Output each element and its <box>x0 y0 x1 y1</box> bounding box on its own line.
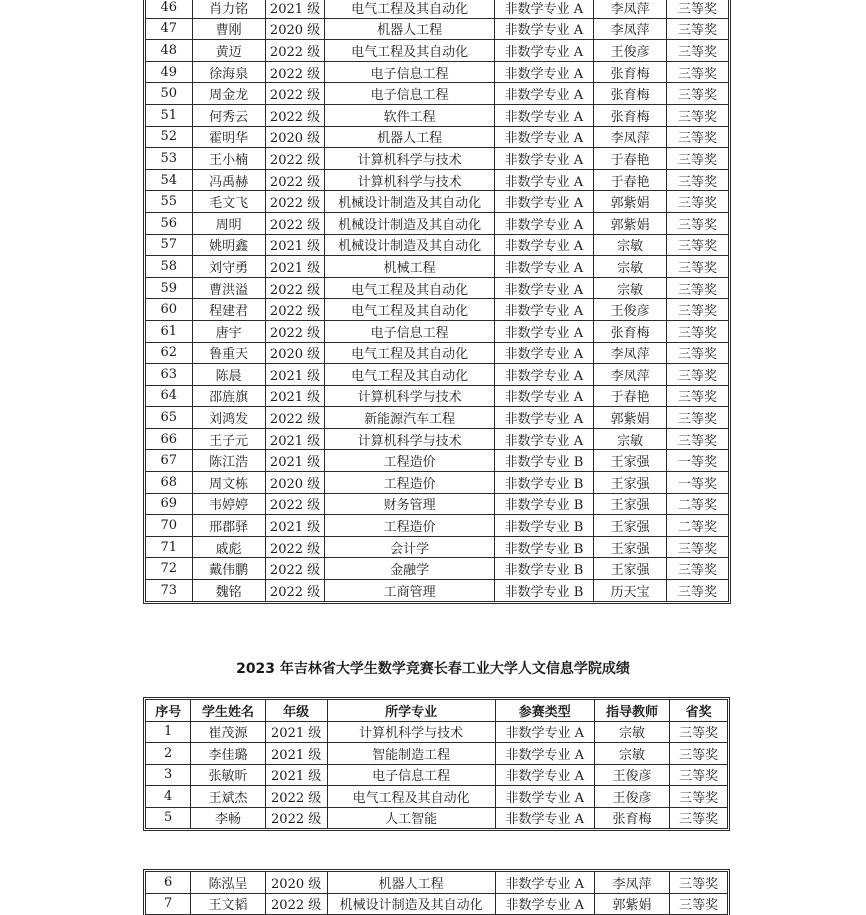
cell-index: 66 <box>146 428 193 450</box>
cell-advisor: 李凤萍 <box>594 126 667 148</box>
cell-category: 非数学专业 A <box>495 786 594 808</box>
cell-student-name: 戚彪 <box>192 536 265 558</box>
cell-major: 机械设计制造及其自动化 <box>327 893 495 915</box>
cell-major: 电气工程及其自动化 <box>327 786 495 808</box>
cell-category: 非数学专业 A <box>495 807 594 829</box>
cell-grade: 2022 级 <box>265 320 325 342</box>
table-row <box>146 428 729 450</box>
cell-index: 59 <box>146 277 193 299</box>
cell-grade: 2021 级 <box>265 764 327 786</box>
table-row <box>146 126 729 148</box>
cell-advisor: 张育梅 <box>594 83 667 105</box>
cell-student-name: 霍明华 <box>192 126 265 148</box>
cell-index: 64 <box>146 385 193 407</box>
cell-student-name: 何秀云 <box>192 104 265 126</box>
cell-category: 非数学专业 B <box>494 450 593 472</box>
cell-award: 三等奖 <box>667 385 729 407</box>
cell-advisor: 张育梅 <box>594 320 667 342</box>
cell-grade: 2022 级 <box>265 893 327 915</box>
cell-index: 72 <box>146 558 193 580</box>
cell-index: 46 <box>146 0 193 18</box>
col-header-index: 序号 <box>146 700 191 722</box>
cell-student-name: 崔茂源 <box>191 721 265 743</box>
cell-advisor: 宗敏 <box>594 256 667 278</box>
cell-category: 非数学专业 A <box>495 764 594 786</box>
cell-award: 二等奖 <box>667 493 729 515</box>
cell-category: 非数学专业 A <box>494 40 593 62</box>
cell-major: 智能制造工程 <box>327 743 495 765</box>
cell-award: 三等奖 <box>667 18 729 40</box>
cell-grade: 2022 级 <box>265 83 325 105</box>
cell-index: 49 <box>146 61 193 83</box>
cell-category: 非数学专业 A <box>494 169 593 191</box>
cell-student-name: 王文韬 <box>191 893 265 915</box>
cell-major: 金融学 <box>325 558 494 580</box>
cell-index: 60 <box>146 299 193 321</box>
cell-grade: 2022 级 <box>265 299 325 321</box>
cell-grade: 2022 级 <box>265 558 325 580</box>
cell-index: 71 <box>146 536 193 558</box>
cell-advisor: 王家强 <box>594 493 667 515</box>
cell-student-name: 王斌杰 <box>191 786 265 808</box>
cell-index: 4 <box>146 786 191 808</box>
cell-student-name: 韦婷婷 <box>192 493 265 515</box>
cell-award: 三等奖 <box>667 407 729 429</box>
cell-advisor: 宗敏 <box>594 428 667 450</box>
cell-index: 52 <box>146 126 193 148</box>
cell-category: 非数学专业 A <box>494 61 593 83</box>
cell-award: 三等奖 <box>667 169 729 191</box>
cell-student-name: 戴伟鹏 <box>192 558 265 580</box>
cell-index: 2 <box>146 743 191 765</box>
cell-advisor: 张育梅 <box>594 61 667 83</box>
cell-award: 三等奖 <box>667 536 729 558</box>
cell-advisor: 王家强 <box>594 515 667 537</box>
cell-category: 非数学专业 A <box>494 277 593 299</box>
cell-major: 财务管理 <box>325 493 494 515</box>
cell-award: 三等奖 <box>667 126 729 148</box>
cell-category: 非数学专业 A <box>494 428 593 450</box>
cell-award: 三等奖 <box>670 764 728 786</box>
cell-index: 51 <box>146 104 193 126</box>
cell-student-name: 鲁重天 <box>192 342 265 364</box>
table-row <box>146 536 729 558</box>
cell-major: 机器人工程 <box>325 18 494 40</box>
cell-index: 61 <box>146 320 193 342</box>
cell-advisor: 李凤萍 <box>594 18 667 40</box>
cell-index: 48 <box>146 40 193 62</box>
cell-grade: 2021 级 <box>265 234 325 256</box>
table-row <box>146 558 729 580</box>
cell-category: 非数学专业 A <box>494 18 593 40</box>
cell-index: 56 <box>146 212 193 234</box>
cell-index: 54 <box>146 169 193 191</box>
cell-student-name: 曹刚 <box>192 18 265 40</box>
cell-major: 机器人工程 <box>327 872 495 894</box>
cell-major: 软件工程 <box>325 104 494 126</box>
cell-award: 三等奖 <box>670 872 728 894</box>
table-row <box>146 893 728 915</box>
cell-advisor: 宗敏 <box>594 234 667 256</box>
cell-award: 三等奖 <box>667 148 729 170</box>
cell-major: 电气工程及其自动化 <box>325 0 494 18</box>
cell-grade: 2020 级 <box>265 18 325 40</box>
cell-student-name: 曹洪溢 <box>192 277 265 299</box>
cell-grade: 2022 级 <box>265 807 327 829</box>
results-table-humanities-college-continued <box>145 871 728 915</box>
cell-index: 67 <box>146 450 193 472</box>
cell-index: 70 <box>146 515 193 537</box>
table-row <box>146 61 729 83</box>
table-row <box>146 342 729 364</box>
table-row <box>146 721 728 743</box>
cell-index: 68 <box>146 472 193 494</box>
cell-award: 三等奖 <box>667 580 729 602</box>
cell-award: 一等奖 <box>667 450 729 472</box>
cell-student-name: 陈江浩 <box>192 450 265 472</box>
cell-advisor: 于春艳 <box>594 148 667 170</box>
cell-award: 三等奖 <box>667 428 729 450</box>
cell-grade: 2021 级 <box>265 0 325 18</box>
cell-advisor: 郭紫娟 <box>594 893 669 915</box>
table-row <box>146 212 729 234</box>
cell-major: 会计学 <box>325 536 494 558</box>
cell-grade: 2022 级 <box>265 580 325 602</box>
cell-student-name: 唐宇 <box>192 320 265 342</box>
cell-student-name: 程建君 <box>192 299 265 321</box>
cell-award: 三等奖 <box>667 320 729 342</box>
cell-advisor: 郭紫娟 <box>594 191 667 213</box>
cell-index: 58 <box>146 256 193 278</box>
cell-grade: 2021 级 <box>265 256 325 278</box>
cell-award: 一等奖 <box>667 472 729 494</box>
cell-award: 三等奖 <box>667 277 729 299</box>
cell-award: 三等奖 <box>667 212 729 234</box>
cell-grade: 2021 级 <box>265 450 325 472</box>
cell-student-name: 姚明鑫 <box>192 234 265 256</box>
cell-major: 机械工程 <box>325 256 494 278</box>
cell-student-name: 周金龙 <box>192 83 265 105</box>
cell-award: 三等奖 <box>670 743 728 765</box>
cell-major: 工程造价 <box>325 472 494 494</box>
cell-student-name: 周明 <box>192 212 265 234</box>
cell-category: 非数学专业 A <box>494 407 593 429</box>
cell-advisor: 宗敏 <box>594 743 669 765</box>
cell-major: 电子信息工程 <box>325 320 494 342</box>
cell-category: 非数学专业 A <box>494 126 593 148</box>
cell-grade: 2021 级 <box>265 385 325 407</box>
cell-student-name: 毛文飞 <box>192 191 265 213</box>
table-row <box>146 580 729 602</box>
cell-grade: 2022 级 <box>265 169 325 191</box>
cell-grade: 2020 级 <box>265 342 325 364</box>
cell-index: 65 <box>146 407 193 429</box>
cell-advisor: 王家强 <box>594 558 667 580</box>
cell-award: 三等奖 <box>667 61 729 83</box>
cell-advisor: 王家强 <box>594 472 667 494</box>
table-row <box>146 472 729 494</box>
table-header-row <box>146 700 728 722</box>
cell-advisor: 王俊彦 <box>594 299 667 321</box>
table-row <box>146 83 729 105</box>
cell-category: 非数学专业 A <box>494 83 593 105</box>
table-row <box>146 148 729 170</box>
cell-award: 三等奖 <box>667 299 729 321</box>
table-row <box>146 786 728 808</box>
cell-category: 非数学专业 B <box>494 515 593 537</box>
cell-category: 非数学专业 A <box>494 385 593 407</box>
cell-grade: 2022 级 <box>265 212 325 234</box>
cell-grade: 2022 级 <box>265 536 325 558</box>
cell-award: 三等奖 <box>667 558 729 580</box>
cell-grade: 2022 级 <box>265 61 325 83</box>
cell-major: 工商管理 <box>325 580 494 602</box>
cell-category: 非数学专业 A <box>494 0 593 18</box>
cell-category: 非数学专业 B <box>494 472 593 494</box>
cell-category: 非数学专业 B <box>494 558 593 580</box>
cell-index: 50 <box>146 83 193 105</box>
cell-student-name: 周文栋 <box>192 472 265 494</box>
cell-student-name: 张敏昕 <box>191 764 265 786</box>
cell-major: 计算机科学与技术 <box>325 385 494 407</box>
cell-category: 非数学专业 A <box>494 364 593 386</box>
table-row <box>146 277 729 299</box>
cell-grade: 2022 级 <box>265 786 327 808</box>
cell-category: 非数学专业 A <box>494 299 593 321</box>
table-row <box>146 299 729 321</box>
cell-student-name: 刘鸿发 <box>192 407 265 429</box>
cell-category: 非数学专业 A <box>494 212 593 234</box>
table-row <box>146 18 729 40</box>
cell-award: 二等奖 <box>667 515 729 537</box>
cell-grade: 2022 级 <box>265 493 325 515</box>
cell-index: 7 <box>146 893 191 915</box>
cell-index: 57 <box>146 234 193 256</box>
page-title: 2023 年吉林省大学生数学竞赛长春工业大学人文信息学院成绩 <box>236 661 630 677</box>
cell-award: 三等奖 <box>667 191 729 213</box>
cell-major: 计算机科学与技术 <box>327 721 495 743</box>
cell-advisor: 李凤萍 <box>594 872 669 894</box>
cell-major: 机械设计制造及其自动化 <box>325 191 494 213</box>
cell-advisor: 于春艳 <box>594 385 667 407</box>
cell-student-name: 李畅 <box>191 807 265 829</box>
cell-student-name: 黄迈 <box>192 40 265 62</box>
cell-grade: 2022 级 <box>265 40 325 62</box>
cell-advisor: 王俊彦 <box>594 786 669 808</box>
cell-student-name: 徐海泉 <box>192 61 265 83</box>
cell-student-name: 魏铭 <box>192 580 265 602</box>
cell-category: 非数学专业 A <box>494 234 593 256</box>
cell-index: 1 <box>146 721 191 743</box>
cell-advisor: 李凤萍 <box>594 0 667 18</box>
cell-advisor: 郭紫娟 <box>594 212 667 234</box>
cell-award: 三等奖 <box>670 807 728 829</box>
cell-student-name: 刘守勇 <box>192 256 265 278</box>
cell-grade: 2020 级 <box>265 872 327 894</box>
table-row <box>146 0 729 18</box>
cell-grade: 2022 级 <box>265 407 325 429</box>
cell-award: 三等奖 <box>667 40 729 62</box>
cell-category: 非数学专业 B <box>494 536 593 558</box>
table-row <box>146 450 729 472</box>
cell-major: 电子信息工程 <box>325 61 494 83</box>
table-row <box>146 191 729 213</box>
cell-major: 机器人工程 <box>325 126 494 148</box>
cell-award: 三等奖 <box>670 786 728 808</box>
cell-grade: 2022 级 <box>265 191 325 213</box>
cell-category: 非数学专业 A <box>495 893 594 915</box>
cell-award: 三等奖 <box>667 256 729 278</box>
table-row <box>146 407 729 429</box>
cell-grade: 2021 级 <box>265 743 327 765</box>
results-table-continued <box>145 0 729 602</box>
col-header-student-name: 学生姓名 <box>191 700 265 722</box>
cell-major: 计算机科学与技术 <box>325 428 494 450</box>
cell-student-name: 王小楠 <box>192 148 265 170</box>
cell-index: 55 <box>146 191 193 213</box>
cell-index: 6 <box>146 872 191 894</box>
results-table-humanities-college <box>145 699 728 829</box>
cell-major: 电子信息工程 <box>327 764 495 786</box>
cell-award: 三等奖 <box>667 364 729 386</box>
cell-major: 机械设计制造及其自动化 <box>325 234 494 256</box>
table-row <box>146 104 729 126</box>
cell-category: 非数学专业 B <box>494 580 593 602</box>
cell-advisor: 张育梅 <box>594 807 669 829</box>
table-row <box>146 493 729 515</box>
table-row <box>146 234 729 256</box>
table-row <box>146 169 729 191</box>
cell-student-name: 李佳璐 <box>191 743 265 765</box>
table-row <box>146 743 728 765</box>
cell-category: 非数学专业 A <box>494 191 593 213</box>
table-row <box>146 40 729 62</box>
cell-major: 机械设计制造及其自动化 <box>325 212 494 234</box>
cell-major: 工程造价 <box>325 515 494 537</box>
cell-award: 三等奖 <box>667 83 729 105</box>
cell-major: 新能源汽车工程 <box>325 407 494 429</box>
cell-student-name: 王子元 <box>192 428 265 450</box>
cell-grade: 2022 级 <box>265 104 325 126</box>
cell-advisor: 王俊彦 <box>594 764 669 786</box>
cell-major: 电气工程及其自动化 <box>325 277 494 299</box>
cell-advisor: 王家强 <box>594 536 667 558</box>
cell-index: 62 <box>146 342 193 364</box>
table-row <box>146 256 729 278</box>
cell-student-name: 冯禹赫 <box>192 169 265 191</box>
cell-index: 5 <box>146 807 191 829</box>
cell-index: 47 <box>146 18 193 40</box>
col-header-advisor: 指导教师 <box>594 700 669 722</box>
cell-category: 非数学专业 A <box>494 320 593 342</box>
cell-student-name: 邵旌旗 <box>192 385 265 407</box>
col-header-major: 所学专业 <box>327 700 495 722</box>
cell-grade: 2022 级 <box>265 277 325 299</box>
cell-award: 三等奖 <box>667 104 729 126</box>
table-row <box>146 320 729 342</box>
cell-major: 工程造价 <box>325 450 494 472</box>
table-row <box>146 872 728 894</box>
cell-category: 非数学专业 A <box>495 743 594 765</box>
cell-award: 三等奖 <box>667 0 729 18</box>
cell-award: 三等奖 <box>667 342 729 364</box>
cell-index: 53 <box>146 148 193 170</box>
cell-category: 非数学专业 A <box>494 104 593 126</box>
cell-category: 非数学专业 A <box>494 256 593 278</box>
cell-advisor: 张育梅 <box>594 104 667 126</box>
cell-advisor: 王家强 <box>594 450 667 472</box>
cell-grade: 2020 级 <box>265 126 325 148</box>
cell-major: 计算机科学与技术 <box>325 148 494 170</box>
table-row <box>146 515 729 537</box>
cell-student-name: 肖力铭 <box>192 0 265 18</box>
cell-advisor: 历天宝 <box>594 580 667 602</box>
cell-student-name: 邢郡驿 <box>192 515 265 537</box>
cell-major: 电子信息工程 <box>325 83 494 105</box>
cell-grade: 2020 级 <box>265 472 325 494</box>
cell-advisor: 李凤萍 <box>594 364 667 386</box>
cell-grade: 2021 级 <box>265 428 325 450</box>
cell-category: 非数学专业 A <box>494 342 593 364</box>
table-row <box>146 364 729 386</box>
cell-advisor: 宗敏 <box>594 721 669 743</box>
cell-advisor: 王俊彦 <box>594 40 667 62</box>
cell-index: 73 <box>146 580 193 602</box>
cell-index: 63 <box>146 364 193 386</box>
cell-grade: 2021 级 <box>265 515 325 537</box>
cell-grade: 2022 级 <box>265 148 325 170</box>
cell-award: 三等奖 <box>667 234 729 256</box>
cell-category: 非数学专业 A <box>495 721 594 743</box>
cell-award: 三等奖 <box>670 893 728 915</box>
col-header-award: 省奖 <box>670 700 728 722</box>
cell-advisor: 于春艳 <box>594 169 667 191</box>
cell-award: 三等奖 <box>670 721 728 743</box>
cell-major: 人工智能 <box>327 807 495 829</box>
cell-category: 非数学专业 A <box>495 872 594 894</box>
col-header-grade: 年级 <box>265 700 327 722</box>
cell-index: 3 <box>146 764 191 786</box>
cell-major: 电气工程及其自动化 <box>325 342 494 364</box>
cell-major: 电气工程及其自动化 <box>325 299 494 321</box>
table-row <box>146 764 728 786</box>
cell-grade: 2021 级 <box>265 364 325 386</box>
cell-index: 69 <box>146 493 193 515</box>
cell-advisor: 李凤萍 <box>594 342 667 364</box>
cell-advisor: 宗敏 <box>594 277 667 299</box>
table-row <box>146 807 728 829</box>
col-header-category: 参赛类型 <box>495 700 594 722</box>
cell-advisor: 郭紫娟 <box>594 407 667 429</box>
cell-student-name: 陈晨 <box>192 364 265 386</box>
cell-category: 非数学专业 A <box>494 148 593 170</box>
cell-major: 电气工程及其自动化 <box>325 364 494 386</box>
cell-major: 电气工程及其自动化 <box>325 40 494 62</box>
cell-major: 计算机科学与技术 <box>325 169 494 191</box>
cell-student-name: 陈泓呈 <box>191 872 265 894</box>
cell-grade: 2021 级 <box>265 721 327 743</box>
table-row <box>146 385 729 407</box>
cell-category: 非数学专业 B <box>494 493 593 515</box>
